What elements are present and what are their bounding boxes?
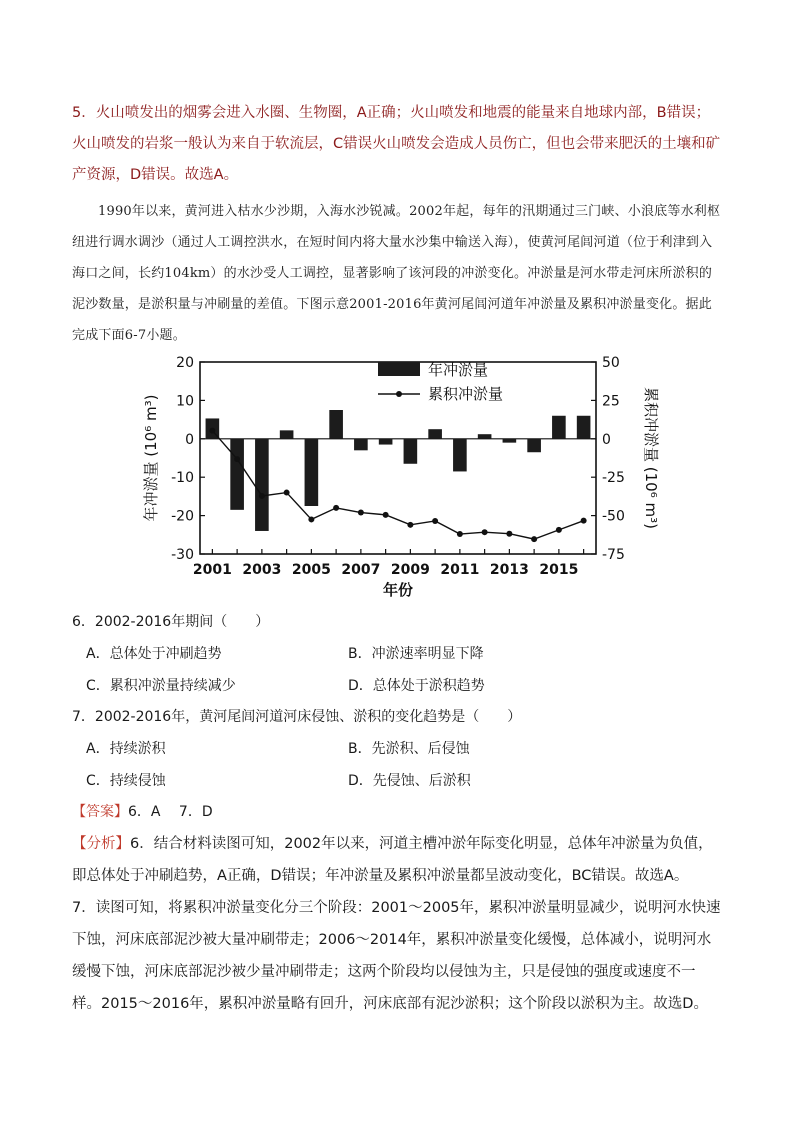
cumulative-point-2015	[556, 527, 562, 533]
cumulative-point-2008	[383, 512, 389, 518]
cumulative-point-2003	[259, 493, 265, 499]
q6-option-a: A．总体处于冲刷趋势	[86, 646, 222, 662]
right-axis-label: 累积冲淤量 (10⁶ m³)	[642, 387, 660, 529]
cumulative-point-2013	[506, 531, 512, 537]
cumulative-point-2009	[407, 522, 413, 528]
right-tick-label: 50	[602, 355, 620, 371]
cumulative-point-2012	[482, 529, 488, 535]
left-tick-label: -10	[171, 470, 194, 487]
cumulative-point-2006	[333, 505, 339, 511]
cumulative-point-2005	[308, 516, 314, 522]
bar-annual-2013	[503, 439, 517, 443]
analysis-tag: 【分析】	[72, 836, 130, 852]
legend-line-marker	[396, 391, 402, 397]
left-tick-label: -20	[171, 508, 194, 525]
right-tick-label: 25	[602, 393, 620, 410]
analysis-6-text: 6．结合材料读图可知，2002年以来，河道主槽冲淤年际变化明显，总体年冲淤量为负值，即总体处于冲刷趋势，A正确，D错误；年冲淤量及累积冲淤量都呈波动变化，BC错误。故选A。	[72, 836, 713, 884]
bar-annual-2012	[478, 434, 492, 439]
q6-option-b: B．冲淤速率明显下降	[348, 646, 484, 662]
bar-annual-2009	[404, 439, 418, 464]
bar-annual-2015	[552, 416, 566, 439]
question-6-stem: 6．2002-2016年期间（ ）	[72, 614, 270, 630]
left-tick-label: -30	[171, 547, 194, 563]
x-axis-label: 年份	[382, 581, 414, 599]
right-tick-label: 0	[602, 431, 611, 448]
q7-option-d: D．先侵蚀、后淤积	[348, 773, 471, 789]
right-tick-label: -50	[602, 508, 625, 525]
right-tick-label: -25	[602, 470, 625, 487]
cumulative-point-2007	[358, 510, 364, 516]
x-tick-label: 2003	[242, 562, 282, 578]
question-5-explanation: 5．火山喷发出的烟雾会进入水圈、生物圈，A正确；火山喷发和地震的能量来自地球内部，B错误；火山喷发的岩浆一般认为来自于软流层，C错误火山喷发会造成人员伤亡，但也会带来肥沃的土壤和矿产资源，D错误。故选A。	[72, 105, 721, 183]
q7-option-a: A．持续淤积	[86, 741, 166, 757]
x-tick-label: 2009	[390, 562, 430, 578]
bar-annual-2007	[354, 439, 368, 451]
x-tick-label: 2005	[291, 562, 331, 578]
x-tick-label: 2013	[489, 562, 529, 578]
cumulative-point-2016	[581, 518, 587, 524]
x-tick-label: 2007	[341, 562, 381, 578]
question-7-stem: 7．2002-2016年，黄河尾闾河道河床侵蚀、淤积的变化趋势是（ ）	[72, 709, 522, 725]
reading-passage: 1990年以来，黄河进入枯水少沙期，入海水沙锐减。2002年起，每年的汛期通过三门峡、小浪底等水利枢纽进行调水调沙（通过人工调控洪水，在短时间内将大量水沙集中输送入海），使黄河尾闾河道（位于利津到入海口之间，长约104km）的水沙受人工调控，显著影响了该河段的冲淤变化。冲淤量是河水带走河床所淤积的泥沙数量，是淤积量与冲刷量的差值。下图示意2001-2016年黄河尾闾河道年冲淤量及累积冲淤量变化。据此完成下面6-7小题。	[72, 204, 721, 343]
bar-annual-2010	[428, 429, 442, 439]
q6-option-d: D．总体处于淤积趋势	[348, 678, 485, 694]
bar-annual-2016	[577, 416, 591, 439]
x-tick-label: 2001	[192, 562, 232, 578]
sediment-chart	[130, 352, 670, 607]
answer-tag: 【答案】	[72, 804, 128, 820]
bar-annual-2014	[527, 439, 541, 452]
x-tick-label: 2015	[539, 562, 579, 578]
cumulative-point-2014	[531, 536, 537, 542]
left-axis-label: 年冲淤量 (10⁶ m³)	[142, 394, 160, 522]
cumulative-point-2001	[209, 428, 215, 434]
answer-line	[72, 801, 213, 821]
q6-option-c: C．累积冲淤量持续减少	[86, 678, 236, 694]
bar-annual-2011	[453, 439, 467, 472]
q7-option-b: B．先淤积、后侵蚀	[348, 741, 470, 757]
cumulative-point-2004	[284, 490, 290, 496]
bar-annual-2008	[379, 439, 393, 445]
left-tick-label: 0	[185, 431, 194, 448]
x-tick-label: 2011	[440, 562, 480, 578]
analysis-6	[72, 828, 722, 892]
left-tick-label: 10	[176, 393, 194, 410]
legend-bar-swatch	[378, 362, 420, 376]
bar-annual-2004	[280, 430, 294, 438]
legend-bar-label: 年冲淤量	[428, 361, 489, 379]
analysis-section	[72, 828, 722, 1020]
cumulative-point-2002	[234, 456, 240, 462]
bar-annual-2006	[329, 410, 343, 439]
answer-text: 6．A 7．D	[128, 804, 213, 820]
cumulative-point-2010	[432, 518, 438, 524]
analysis-7: 7．读图可知，将累积冲淤量变化分三个阶段：2001～2005年，累积冲淤量明显减少，说明河水快速下蚀，河床底部泥沙被大量冲刷带走；2006～2014年，累积冲淤量变化缓慢，总体减小，说明河水缓慢下蚀，河床底部泥沙被少量冲刷带走；这两个阶段均以侵蚀为主，只是侵蚀的强度或速度不一样。2015～2016年，累积冲淤量略有回升，河床底部有泥沙淤积；这个阶段以淤积为主。故选D。	[72, 900, 721, 1012]
left-tick-label: 20	[176, 355, 194, 371]
cumulative-point-2011	[457, 531, 463, 537]
bar-annual-2005	[305, 439, 319, 506]
right-tick-label: -75	[602, 547, 625, 563]
bar-annual-2003	[255, 439, 269, 531]
legend-line-label: 累积冲淤量	[428, 385, 504, 403]
q7-option-c: C．持续侵蚀	[86, 773, 166, 789]
bar-annual-2002	[230, 439, 244, 510]
